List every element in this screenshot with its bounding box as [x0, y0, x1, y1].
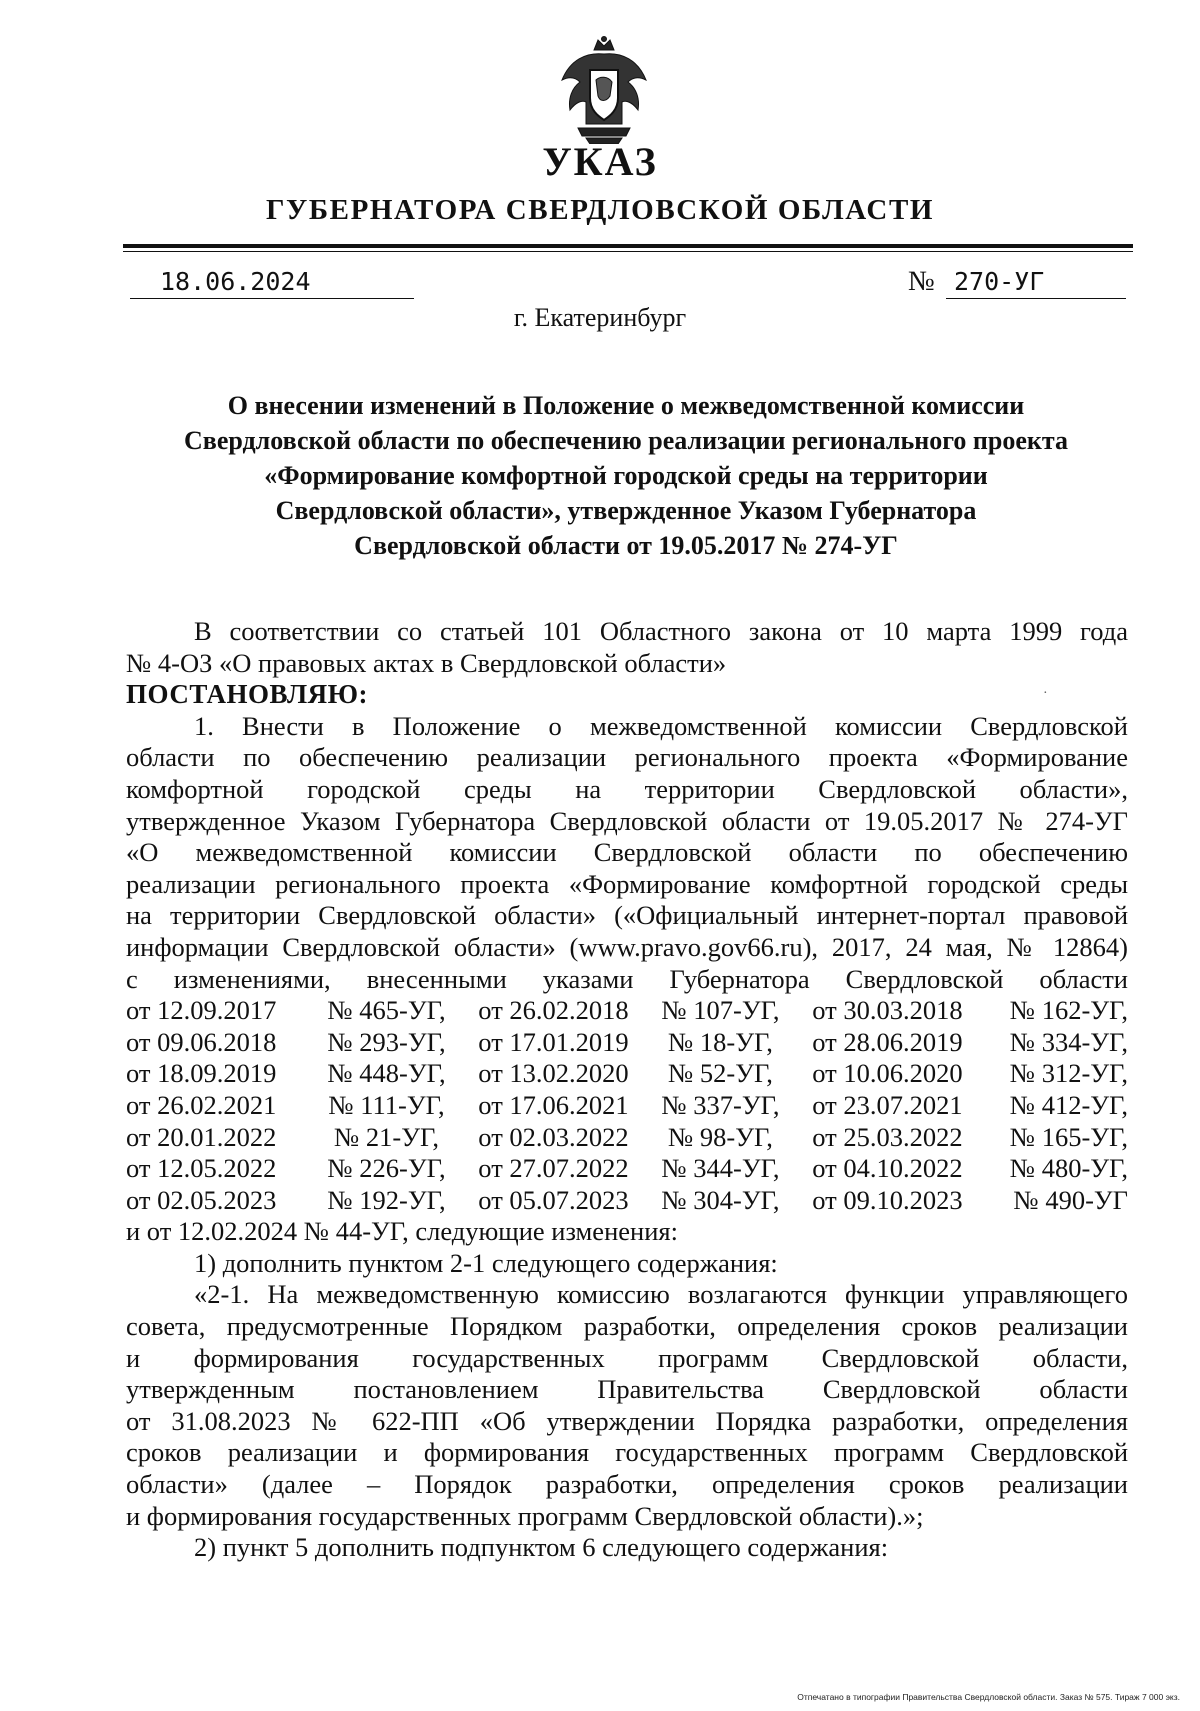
amendment-number: № 107-УГ, [661, 995, 780, 1026]
amendment-date: от 27.07.2022 [478, 1153, 629, 1184]
quote-line: утвержденным постановлением Правительства Свердловской области [126, 1374, 1128, 1405]
decree-word: ПОСТАНОВЛЯЮ: [126, 679, 368, 710]
amendment-date: от 25.03.2022 [812, 1121, 963, 1152]
item1-line: с изменениями, внесенными указами Губернатора Свердловской области [126, 963, 1128, 994]
amendment-date: от 20.01.2022 [126, 1121, 277, 1152]
amendment-number: № 465-УГ, [327, 995, 446, 1026]
amendment-date: от 02.03.2022 [478, 1121, 629, 1152]
preamble-line: № 4-ОЗ «О правовых актах в Свердловской области» [126, 647, 727, 678]
amendment-date: от 26.02.2018 [478, 995, 629, 1026]
amendment-number: № 192-УГ, [327, 1184, 446, 1215]
issuer-title: ГУБЕРНАТОРА СВЕРДЛОВСКОЙ ОБЛАСТИ [265, 194, 935, 226]
amendment-number: № 312-УГ, [1009, 1058, 1128, 1089]
amendment-date: от 05.07.2023 [478, 1184, 629, 1215]
subitem-1: 1) дополнить пунктом 2-1 следующего содержания: [194, 1247, 778, 1278]
amendments-table [126, 995, 1128, 1216]
quote-line: и формирования государственных программ Свердловской области).»; [126, 1500, 924, 1531]
amendment-number: № 98-УГ, [667, 1121, 773, 1152]
heading-line: «Формирование комфортной городской среды на территории [264, 461, 988, 490]
amendment-row [126, 1090, 1128, 1122]
amendment-date: от 04.10.2022 [812, 1153, 963, 1184]
decree-body [126, 616, 1128, 1564]
document-title: УКАЗ [542, 139, 658, 184]
amendment-number: № 162-УГ, [1009, 995, 1128, 1026]
amendment-date: от 12.05.2022 [126, 1153, 277, 1184]
amendment-date: от 10.06.2020 [812, 1058, 963, 1089]
amendment-number: № 337-УГ, [661, 1089, 780, 1120]
heading-line: Свердловской области от 19.05.2017 № 274-УГ [354, 531, 898, 560]
amendment-number: № 490-УГ [1013, 1184, 1128, 1215]
amendment-date: от 28.06.2019 [812, 1026, 963, 1057]
preamble-line: В соответствии со статьей 101 Областного закона от 10 марта 1999 года [194, 616, 1128, 646]
amendment-number: № 111-УГ, [328, 1089, 445, 1120]
quote-line: «2-1. На межведомственную комиссию возлагаются функции управляющего [194, 1279, 1128, 1310]
amendment-row [126, 1185, 1128, 1217]
amendment-date: от 17.01.2019 [478, 1026, 629, 1057]
print-note: Отпечатано в типографии Правительства Свердловской области. Заказ № 575. Тираж 7 000 экз. [797, 1692, 1180, 1702]
scan-dot: · [1043, 686, 1048, 701]
header-rule-thick [123, 244, 1133, 248]
amendment-row [126, 1027, 1128, 1059]
amendment-date: от 02.05.2023 [126, 1184, 277, 1215]
heading-line: Свердловской области по обеспечению реализации регионального проекта [184, 426, 1068, 455]
amendment-date: от 09.06.2018 [126, 1026, 277, 1057]
amendment-number: № 412-УГ, [1009, 1089, 1128, 1120]
amendment-date: от 12.09.2017 [126, 995, 277, 1026]
amendment-number: № 344-УГ, [661, 1153, 780, 1184]
amendment-number: № 18-УГ, [667, 1026, 773, 1057]
item1-line: комфортной городской среды на территории Свердловской области», [126, 773, 1128, 804]
amendment-date: от 17.06.2021 [478, 1089, 629, 1120]
amendment-row [126, 1122, 1128, 1154]
amendment-number: № 52-УГ, [667, 1058, 773, 1089]
amendment-number: № 293-УГ, [327, 1026, 446, 1057]
city: г. Екатеринбург [513, 303, 687, 332]
quote-line: и формирования государственных программ Свердловской области, [126, 1342, 1128, 1373]
amendment-number: № 21-УГ, [334, 1121, 439, 1152]
amendment-number: № 304-УГ, [661, 1184, 780, 1215]
amendment-number: № 448-УГ, [327, 1058, 446, 1089]
item1-line: утвержденное Указом Губернатора Свердловской области от 19.05.2017 № 274-УГ [126, 805, 1128, 836]
quote-line: сроков реализации и формирования государственных программ Свердловской [126, 1437, 1128, 1468]
amendment-row [126, 995, 1128, 1027]
heading-line: Свердловской области», утвержденное Указом Губернатора [275, 496, 977, 525]
amendment-number: № 480-УГ, [1009, 1153, 1128, 1184]
amendment-date: от 26.02.2021 [126, 1089, 277, 1120]
quote-line: совета, предусмотренные Порядком разработки, определения сроков реализации [126, 1311, 1128, 1342]
number-sign: № [908, 266, 935, 297]
quote-line: от 31.08.2023 № 622-ПП «Об утверждении Порядка разработки, определения [126, 1405, 1128, 1436]
amendment-date: от 13.02.2020 [478, 1058, 629, 1089]
item1-line: 1. Внести в Положение о межведомственной комиссии Свердловской [194, 710, 1128, 741]
heading-line: О внесении изменений в Положение о межведомственной комиссии [227, 391, 1025, 420]
amendment-date: от 23.07.2021 [812, 1089, 963, 1120]
amendment-row [126, 1058, 1128, 1090]
decree-heading [130, 388, 1122, 563]
coat-of-arms-icon [556, 36, 652, 144]
item1-line: на территории Свердловской области» («Официальный интернет-портал правовой [126, 900, 1128, 931]
amendments-end: и от 12.02.2024 № 44-УГ, следующие изменения: [126, 1216, 678, 1247]
decree-number: 270-УГ [946, 266, 1126, 299]
header-rule-thin [123, 251, 1133, 252]
amendment-number: № 165-УГ, [1009, 1121, 1128, 1152]
amendment-number: № 226-УГ, [327, 1153, 446, 1184]
item1-line: области по обеспечению реализации регионального проекта «Формирование [126, 742, 1128, 773]
amendment-date: от 30.03.2018 [812, 995, 963, 1026]
amendment-row [126, 1153, 1128, 1185]
quote-line: области» (далее – Порядок разработки, определения сроков реализации [126, 1469, 1128, 1500]
item1-line: «О межведомственной комиссии Свердловской области по обеспечению [126, 837, 1128, 868]
subitem-2: 2) пункт 5 дополнить подпунктом 6 следующего содержания: [194, 1532, 889, 1563]
item1-line: реализации регионального проекта «Формирование комфортной городской среды [126, 868, 1128, 899]
amendment-number: № 334-УГ, [1009, 1026, 1128, 1057]
item1-line: информации Свердловской области» (www.pravo.gov66.ru), 2017, 24 мая, № 12864) [126, 931, 1128, 962]
decree-date: 18.06.2024 [130, 266, 414, 299]
amendment-date: от 18.09.2019 [126, 1058, 277, 1089]
amendment-date: от 09.10.2023 [812, 1184, 963, 1215]
